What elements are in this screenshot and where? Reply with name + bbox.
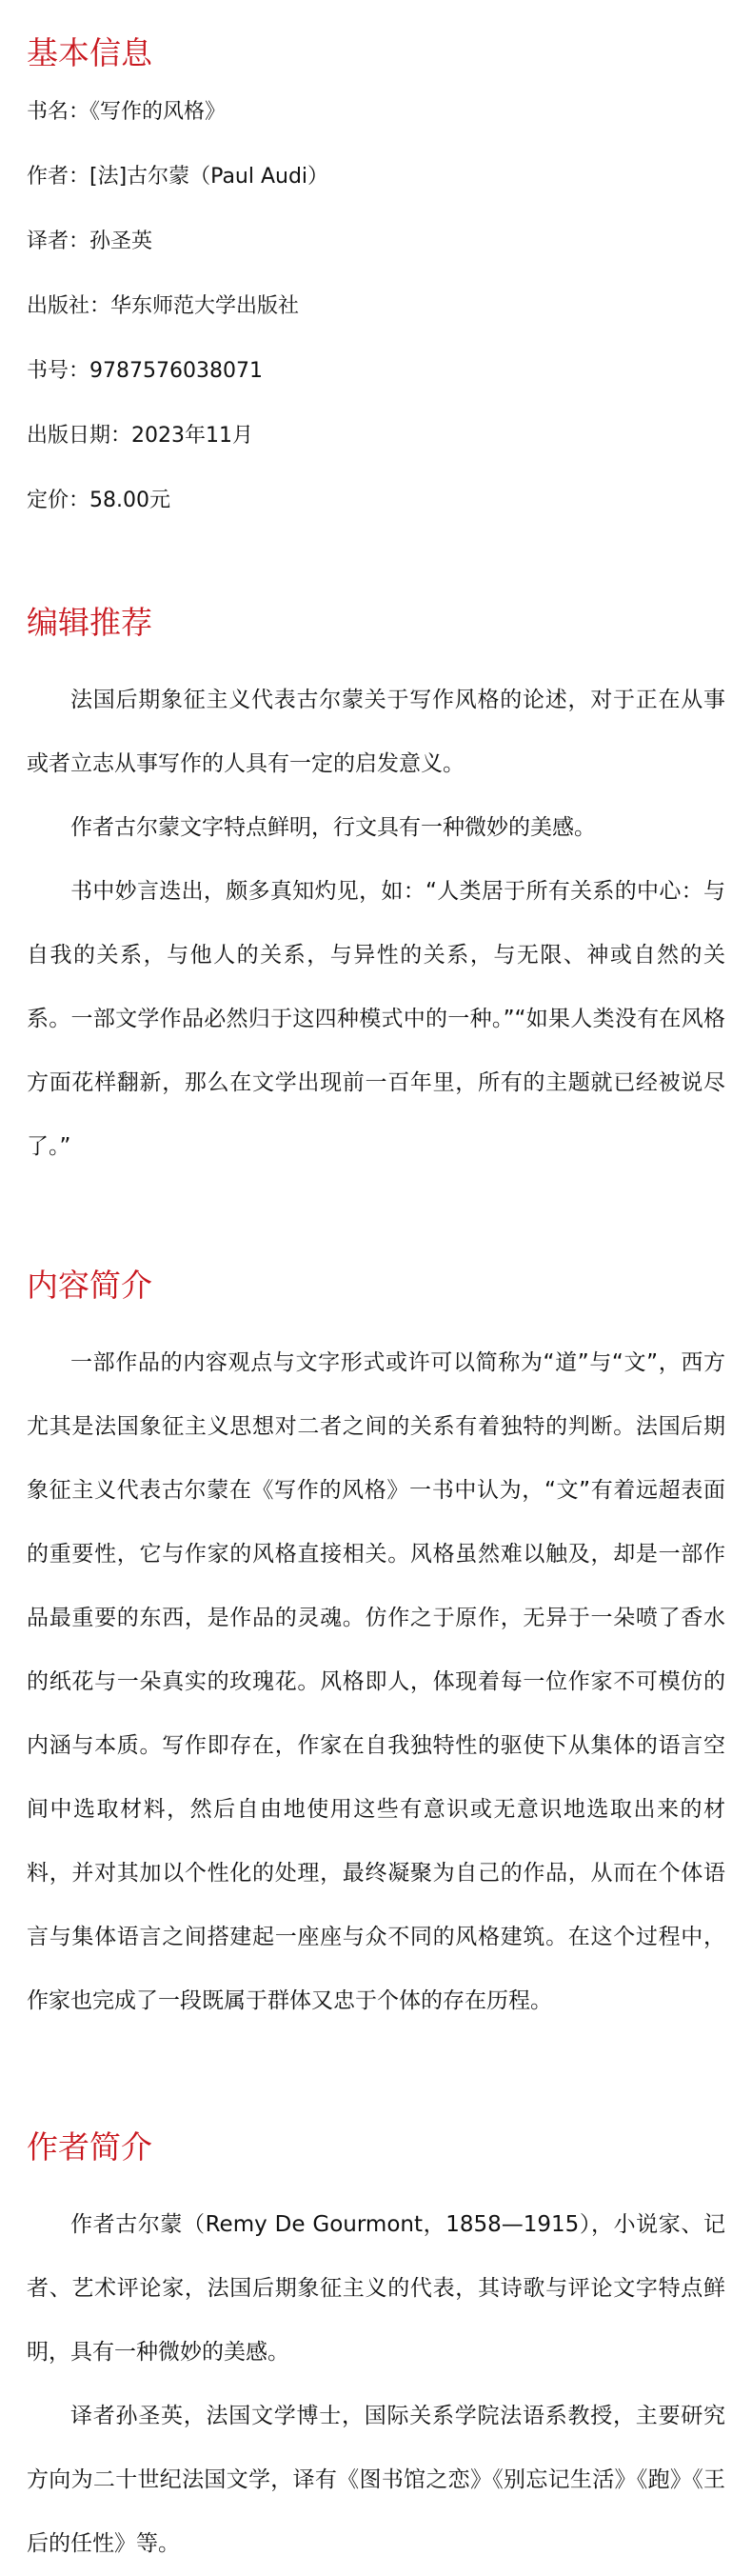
editor-paragraph: 书中妙言迭出，颇多真知灼见，如：“人类居于所有关系的中心：与自我的关系，与他人的关系，与异性的关系，与无限、神或自然的关系。一部文学作品必然归于这四种模式中的一种。”“如果人类没有在风格方面花样翻新，那么在文学出现前一百年里，所有的主题就已经被说尽了。” — [27, 879, 725, 1159]
info-isbn: 书号：9787576038071 — [27, 359, 263, 383]
author-paragraph: 作者古尔蒙（Remy De Gourmont，1858—1915），小说家、记者、艺术评论家，法国后期象征主义的代表，其诗歌与评论文字特点鲜明，具有一种微妙的美感。 — [27, 2212, 725, 2365]
info-price: 定价：58.00元 — [27, 489, 170, 512]
editor-paragraph: 法国后期象征主义代表古尔蒙关于写作风格的论述，对于正在从事或者立志从事写作的人具有一定的启发意义。 — [27, 688, 725, 776]
editor-paragraph: 作者古尔蒙文字特点鲜明，行文具有一种微妙的美感。 — [70, 815, 596, 840]
info-publisher: 出版社：华东师范大学出版社 — [27, 294, 300, 318]
editor-recommendation-section — [27, 598, 725, 1261]
info-author: 作者：[法]古尔蒙（Paul Audi） — [27, 165, 329, 189]
basic-info-section — [27, 29, 725, 598]
content-intro-heading: 内容简介 — [27, 1267, 152, 1304]
author-intro-heading: 作者简介 — [27, 2128, 152, 2166]
content-intro-section — [27, 1261, 725, 2123]
info-book-title: 书名：《写作的风格》 — [27, 100, 227, 124]
author-intro-section — [27, 2123, 725, 2576]
basic-info-heading: 基本信息 — [27, 34, 152, 71]
info-publish-date: 出版日期：2023年11月 — [27, 424, 253, 448]
translator-paragraph: 译者孙圣英，法国文学博士，国际关系学院法语系教授，主要研究方向为二十世纪法国文学，译有《图书馆之恋》《别忘记生活》《跑》《王后的任性》等。 — [27, 2404, 725, 2556]
info-translator: 译者：孙圣英 — [27, 230, 153, 253]
content-paragraph: 一部作品的内容观点与文字形式或许可以简称为“道”与“文”，西方尤其是法国象征主义思想对二者之间的关系有着独特的判断。法国后期象征主义代表古尔蒙在《写作的风格》一书中认为，“文”有着远超表面的重要性，它与作家的风格直接相关。风格虽然难以触及，却是一部作品最重要的东西，是作品的灵魂。仿作之于原作，无异于一朵喷了香水的纸花与一朵真实的玫瑰花。风格即人，体现着每一位作家不可模仿的内涵与本质。写作即存在，作家在自我独特性的驱使下从集体的语言空间中选取材料，然后自由地使用这些有意识或无意识地选取出来的材料，并对其加以个性化的处理，最终凝聚为自己的作品，从而在个体语言与集体语言之间搭建起一座座与众不同的风格建筑。在这个过程中，作家也完成了一段既属于群体又忠于个体的存在历程。 — [27, 1350, 725, 2013]
editor-recommendation-heading: 编辑推荐 — [27, 604, 152, 641]
